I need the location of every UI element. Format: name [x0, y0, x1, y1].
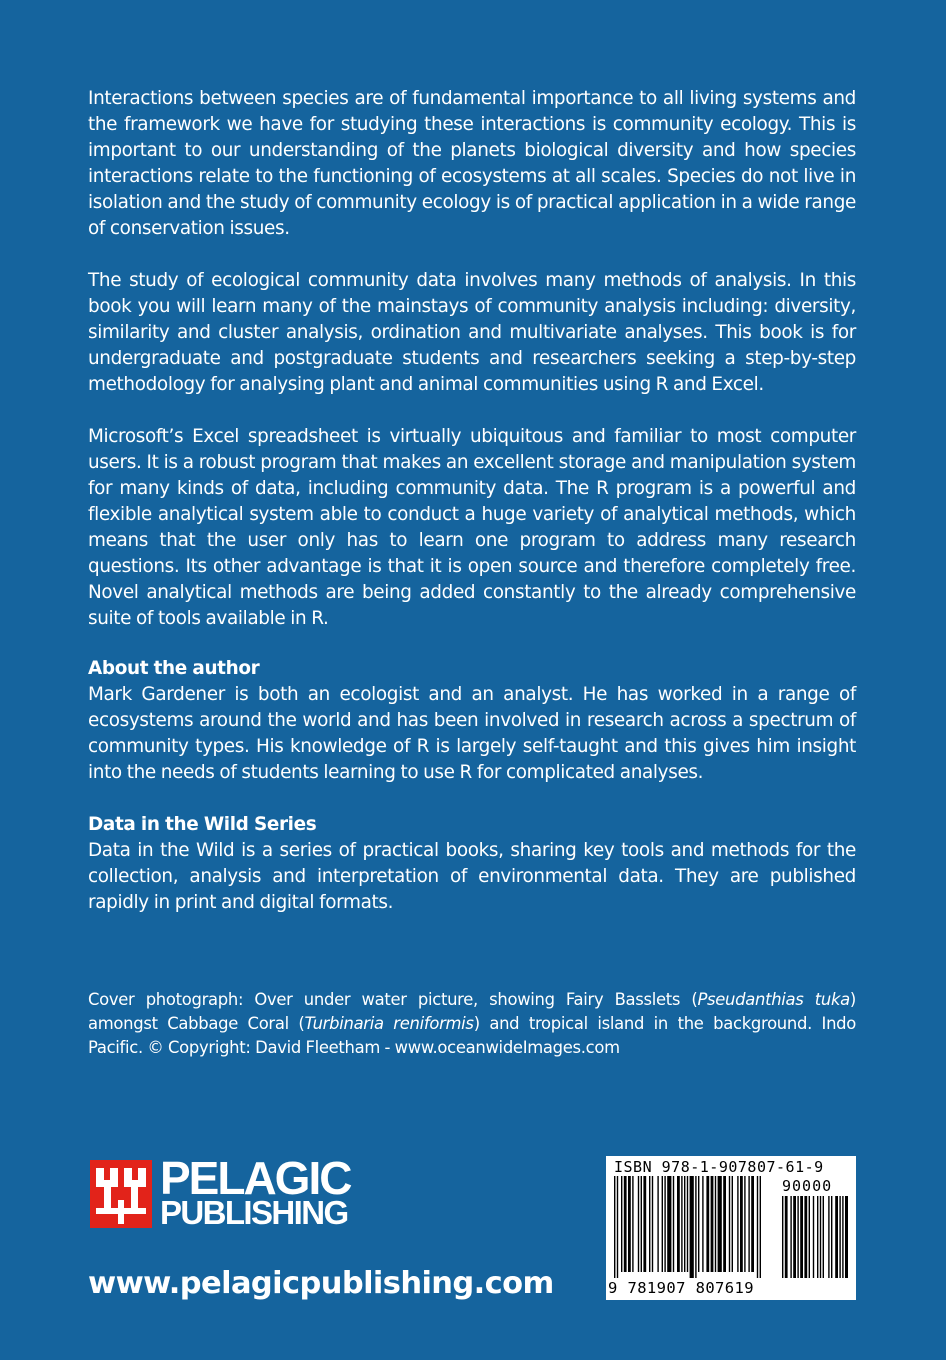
- barcode-bar: [748, 1176, 749, 1272]
- publisher-name-line-1: PELAGIC: [160, 1152, 351, 1204]
- species-name-2: Turbinaria reniformis: [304, 1014, 474, 1033]
- barcode-bar: [782, 1196, 783, 1278]
- barcode-bar: [673, 1176, 674, 1272]
- barcode-bar: [842, 1196, 843, 1278]
- barcode-bar: [702, 1176, 703, 1272]
- paragraph-text: The study of ecological community data involves many methods of analysis. In this book you will learn many of the mainstays of community analysis including: diversity, similarity and cluster analysis, ordination and multivariate analyses. This book is for undergraduate and postgraduate students and researchers seeking a step-by-step methodology for analysing plant and animal communities using R and Excel.: [88, 270, 856, 395]
- barcode-bar: [643, 1176, 646, 1272]
- barcode-bar: [804, 1196, 807, 1278]
- barcode-bar: [729, 1176, 730, 1272]
- isbn-label: ISBN 978-1-907807-61-9: [614, 1158, 824, 1176]
- barcode-bar: [617, 1176, 618, 1278]
- barcode-bar: [657, 1176, 658, 1272]
- barcode-bar: [732, 1176, 733, 1272]
- publisher-logo: [90, 1152, 351, 1232]
- barcode-main-bars: [614, 1176, 774, 1278]
- barcode-bar: [715, 1176, 716, 1272]
- cover-photo-credit: [88, 988, 856, 1060]
- barcode-addon-bars: [782, 1196, 848, 1278]
- barcode-bar: [664, 1176, 665, 1272]
- barcode-bar: [684, 1176, 685, 1272]
- barcode-bar: [695, 1176, 696, 1278]
- barcode-bar: [662, 1176, 663, 1272]
- description-paragraph-2: [88, 268, 856, 398]
- barcode-bar: [698, 1176, 699, 1272]
- barcode-bar: [621, 1176, 622, 1272]
- publisher-name-line-2: PUBLISHING: [160, 1194, 348, 1231]
- barcode-bar: [628, 1176, 631, 1272]
- barcode-bar: [667, 1176, 671, 1272]
- barcode-bar: [649, 1176, 650, 1272]
- paragraph-text: Interactions between species are of fundamental importance to all living systems and the framework we have for studying these interactions is community ecology. This is important to our understanding of the planets biological diversity and how species interactions relate to the functioning of ecosystems at all scales. Species do not live in isolation and the study of community ecology is of practical application in a wide range of conservation issues.: [88, 88, 856, 239]
- barcode-bar: [652, 1176, 653, 1272]
- barcode-bar: [800, 1196, 803, 1278]
- description-paragraph-1: [88, 86, 856, 242]
- barcode-bar: [797, 1196, 798, 1278]
- barcode-bar: [793, 1196, 796, 1278]
- pelagic-logo-icon: [90, 1160, 152, 1228]
- barcode-bar: [751, 1176, 754, 1272]
- barcode-bar: [687, 1176, 688, 1272]
- description-paragraph-3: [88, 424, 856, 632]
- barcode-digits: 9 781907 807619: [608, 1279, 754, 1297]
- credit-part-2: ) amongst Cabbage Coral (: [88, 990, 856, 1033]
- barcode-bar: [723, 1176, 726, 1272]
- barcode-bar: [632, 1176, 633, 1272]
- barcode-bar: [740, 1176, 743, 1272]
- species-name-1: Pseudanthias tuka: [697, 990, 850, 1009]
- credit-part-1: Cover photograph: Over under water picture, showing Fairy Basslets (: [88, 990, 698, 1009]
- barcode-bar: [706, 1176, 709, 1272]
- series-heading: Data in the Wild Series: [88, 814, 317, 835]
- barcode-bar: [614, 1176, 615, 1278]
- barcode-bar: [711, 1176, 714, 1272]
- barcode-bar: [638, 1176, 639, 1272]
- barcode-bar: [757, 1176, 758, 1278]
- barcode-bar: [677, 1176, 680, 1272]
- series-section: [88, 812, 856, 916]
- barcode-bar: [828, 1196, 829, 1278]
- barcode-bar: [681, 1176, 682, 1272]
- about-author-heading: About the author: [88, 658, 260, 679]
- barcode-bar: [737, 1176, 738, 1272]
- barcode-bar: [813, 1196, 814, 1278]
- credit-part-3: ) and tropical island in the background. Indo Pacific. © Copyright: David Fleetham - www.oceanwideImages.com: [88, 1014, 857, 1057]
- barcode-bar: [718, 1176, 722, 1272]
- barcode-bar: [845, 1196, 848, 1278]
- barcode-bar: [817, 1196, 818, 1278]
- paragraph-text: Microsoft’s Excel spreadsheet is virtually ubiquitous and familiar to most computer users. It is a robust program that makes an excellent storage and manipulation system for many kinds of data, including community data. The R program is a powerful and flexible analytical system able to conduct a huge variety of analytical methods, which means that the user only has to learn one program to address many research questions. Its other advantage is that it is open source and therefore completely free. Novel analytical methods are being added constantly to the already comprehensive suite of tools available in R.: [88, 426, 856, 629]
- about-author-body: Mark Gardener is both an ecologist and an analyst. He has worked in a range of ecosystems around the world and has been involved in research across a spectrum of community types. His knowledge of R is largely self-taught and this gives him insight into the needs of students learning to use R for complicated analyses.: [88, 684, 856, 783]
- series-body: Data in the Wild is a series of practical books, sharing key tools and methods for the collection, analysis and interpretation of environmental data. They are published rapidly in print and digital formats.: [88, 840, 856, 913]
- credit-text: [88, 988, 856, 1060]
- about-author-section: [88, 656, 856, 786]
- barcode-addon-number: 90000: [782, 1177, 833, 1195]
- barcode-bar: [835, 1196, 838, 1278]
- barcode-bar: [641, 1176, 642, 1272]
- barcode-bar: [744, 1176, 745, 1272]
- barcode-bar: [831, 1196, 832, 1278]
- barcode-bar: [760, 1176, 761, 1278]
- barcode-bar: [809, 1196, 810, 1278]
- barcode-bar: [790, 1196, 791, 1278]
- barcode-bar: [823, 1196, 824, 1278]
- barcode-bar: [690, 1176, 694, 1278]
- barcode-bar: [785, 1196, 788, 1278]
- barcode-bar: [839, 1196, 840, 1278]
- publisher-website: www.pelagicpublishing.com: [88, 1266, 554, 1301]
- barcode-bar: [820, 1196, 821, 1278]
- isbn-barcode: [606, 1156, 856, 1300]
- barcode-bar: [624, 1176, 627, 1272]
